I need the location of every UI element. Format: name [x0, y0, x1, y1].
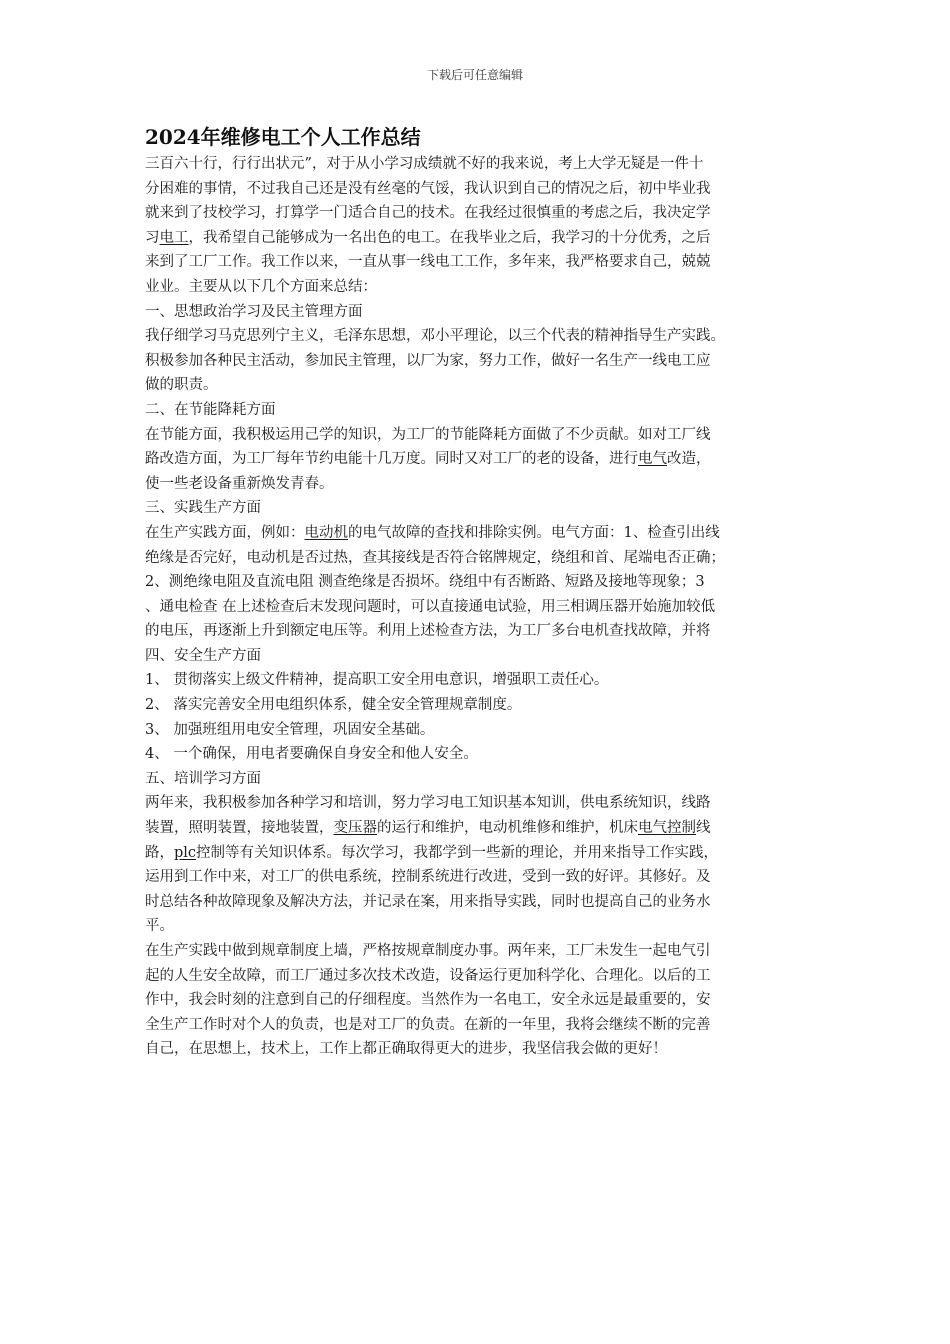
text-line — [145, 373, 805, 398]
underlined-term-link[interactable]: 电动机 — [304, 524, 348, 541]
text-line — [145, 693, 805, 718]
text-segment: 业业。主要从以下几个方面来总结： — [145, 278, 377, 295]
document-content — [145, 122, 805, 1062]
text-line — [145, 668, 805, 693]
text-segment: 五、培训学习方面 — [145, 770, 261, 787]
text-segment: 三、实践生产方面 — [145, 500, 261, 517]
underlined-term-link[interactable]: plc — [174, 844, 197, 861]
text-segment: 4、 一个确保，用电者要确保自身安全和他人安全。 — [145, 746, 478, 763]
text-line — [145, 423, 805, 448]
text-segment: 1、 贯彻落实上级文件精神，提高职工安全用电意识，增强职工责任心。 — [145, 672, 609, 689]
text-line — [145, 201, 805, 226]
text-line — [145, 275, 805, 300]
text-segment: 起的人生安全故障，而工厂通过多次技术改造，设备运行更加科学化、合理化。以后的工 — [145, 967, 711, 984]
text-segment: 2、测绝缘电阻及直流电阻 测查绝缘是否损坏。绕组中有否断路、短路及接地等现象；3 — [145, 574, 705, 591]
text-line — [145, 964, 805, 989]
text-line — [145, 595, 805, 620]
text-segment: 分困难的事情，不过我自己还是没有丝毫的气馁，我认识到自己的情况之后，初中毕业我 — [145, 180, 711, 197]
text-line — [145, 619, 805, 644]
underlined-term-link[interactable]: 变压器 — [333, 820, 377, 837]
text-line — [145, 570, 805, 595]
document-body — [145, 152, 805, 1062]
text-segment: 就来到了技校学习，打算学一门适合自己的技术。在我经过很慎重的考虑之后，我决定学 — [145, 205, 711, 222]
text-segment: 、通电检查 在上述检查后末发现问题时，可以直接通电试验，用三相调压器开始施加较低 — [145, 598, 716, 615]
underlined-term-link[interactable]: 电工 — [159, 229, 189, 246]
text-segment: 3、 加强班组用电安全管理，巩固安全基础。 — [145, 721, 435, 738]
text-segment: 平。 — [145, 918, 174, 935]
text-line — [145, 1037, 805, 1062]
text-segment: 来到了工厂工作。我工作以来，一直从事一线电工工作，多年来，我严格要求自己，兢兢 — [145, 254, 711, 271]
text-line — [145, 300, 805, 325]
text-segment: 四、安全生产方面 — [145, 647, 261, 664]
text-line — [145, 816, 805, 841]
text-segment: 两年来，我积极参加各种学习和培训，努力学习电工知识基本知训，供电系统知识，线路 — [145, 795, 711, 812]
text-segment: ，我希望自己能够成为一名出色的电工。在我毕业之后，我学习的十分优秀，之后 — [188, 229, 711, 246]
text-segment: 作中，我会时刻的注意到自己的仔细程度。当然作为一名电工，安全永远是最重要的，安 — [145, 992, 711, 1009]
text-segment: 全生产工作时对个人的负责，也是对工厂的负责。在新的一年里，我将会继续不断的完善 — [145, 1016, 711, 1033]
underlined-term-link[interactable]: 电气控制 — [638, 820, 696, 837]
text-line — [145, 890, 805, 915]
text-segment: 习 — [145, 229, 160, 246]
text-line — [145, 177, 805, 202]
text-segment: 时总结各种故障现象及解决方法，并记录在案，用来指导实践，同时也提高自己的业务水 — [145, 893, 711, 910]
text-line — [145, 226, 805, 251]
header-note: 下载后可任意编辑 — [426, 68, 523, 82]
text-segment: 路， — [145, 844, 174, 861]
text-segment: 使一些老设备重新焕发青春。 — [145, 475, 334, 492]
text-segment: 二、在节能降耗方面 — [145, 401, 276, 418]
text-segment: 运用到工作中来，对工厂的供电系统，控制系统进行改进，受到一致的好评。其修好。及 — [145, 869, 711, 886]
text-segment: 装置，照明装置，接地装置， — [145, 820, 334, 837]
text-line — [145, 742, 805, 767]
text-segment: 在生产实践中做到规章制度上墙，严格按规章制度办事。两年来，工厂未发生一起电气引 — [145, 943, 711, 959]
text-line — [145, 349, 805, 374]
text-line — [145, 324, 805, 349]
text-line — [145, 521, 805, 546]
text-line — [145, 152, 805, 177]
text-line — [145, 447, 805, 472]
text-segment: 在生产实践方面，例如： — [145, 524, 305, 541]
text-line — [145, 841, 805, 866]
text-segment: 2、 落实完善安全用电组织体系，健全安全管理规章制度。 — [145, 697, 522, 714]
text-segment: 控制等有关知识体系。每次学习，我都学到一些新的理论，并用来指导工作实践， — [196, 844, 719, 861]
text-segment: 在节能方面，我积极运用己学的知识，为工厂的节能降耗方面做了不少贡献。如对工厂线 — [145, 426, 711, 443]
text-segment: 的电压，再逐渐上升到额定电压等。利用上述检查方法，为工厂多台电机查找故障，并将 — [145, 623, 711, 640]
text-line — [145, 398, 805, 423]
text-segment: 改造， — [667, 451, 711, 468]
text-line — [145, 546, 805, 571]
text-segment: 的运行和维护，电动机维修和维护，机床 — [377, 820, 638, 837]
text-line — [145, 988, 805, 1013]
document-title: 2024年维修电工个人工作总结 — [145, 125, 421, 149]
text-segment: 我仔细学习马克思列宁主义，毛泽东思想，邓小平理论，以三个代表的精神指导生产实践。 — [145, 328, 725, 345]
text-segment: 线 — [696, 820, 711, 837]
text-line — [145, 914, 805, 939]
text-line — [145, 939, 805, 964]
text-segment: 的电气故障的查找和排除实例。电气方面：1、检查引出线 — [348, 524, 720, 541]
text-line — [145, 718, 805, 743]
text-segment: 自己，在思想上，技术上，工作上都正确取得更大的进步，我坚信我会做的更好！ — [145, 1041, 667, 1058]
text-segment: 路改造方面，为工厂每年节约电能十几万度。同时又对工厂的老的设备，进行 — [145, 451, 638, 468]
text-segment: 三百六十行，行行出状元”，对于从小学习成绩就不好的我来说，考上大学无疑是一件十 — [145, 156, 704, 172]
underlined-term-link[interactable]: 电气 — [638, 451, 667, 468]
text-segment: 积极参加各种民主活动，参加民主管理，以厂为家，努力工作，做好一名生产一线电工应 — [145, 352, 711, 369]
text-segment: 一、思想政治学习及民主管理方面 — [145, 303, 363, 320]
text-line — [145, 472, 805, 497]
text-segment: 绝缘是否完好，电动机是否过热，查其接线是否符合铭牌规定，绕组和首、尾端电否正确； — [145, 549, 725, 566]
text-line — [145, 767, 805, 792]
text-line — [145, 496, 805, 521]
text-line — [145, 865, 805, 890]
text-segment: 做的职责。 — [145, 377, 218, 394]
text-line — [145, 644, 805, 669]
text-line — [145, 791, 805, 816]
text-line — [145, 250, 805, 275]
text-line — [145, 1013, 805, 1038]
